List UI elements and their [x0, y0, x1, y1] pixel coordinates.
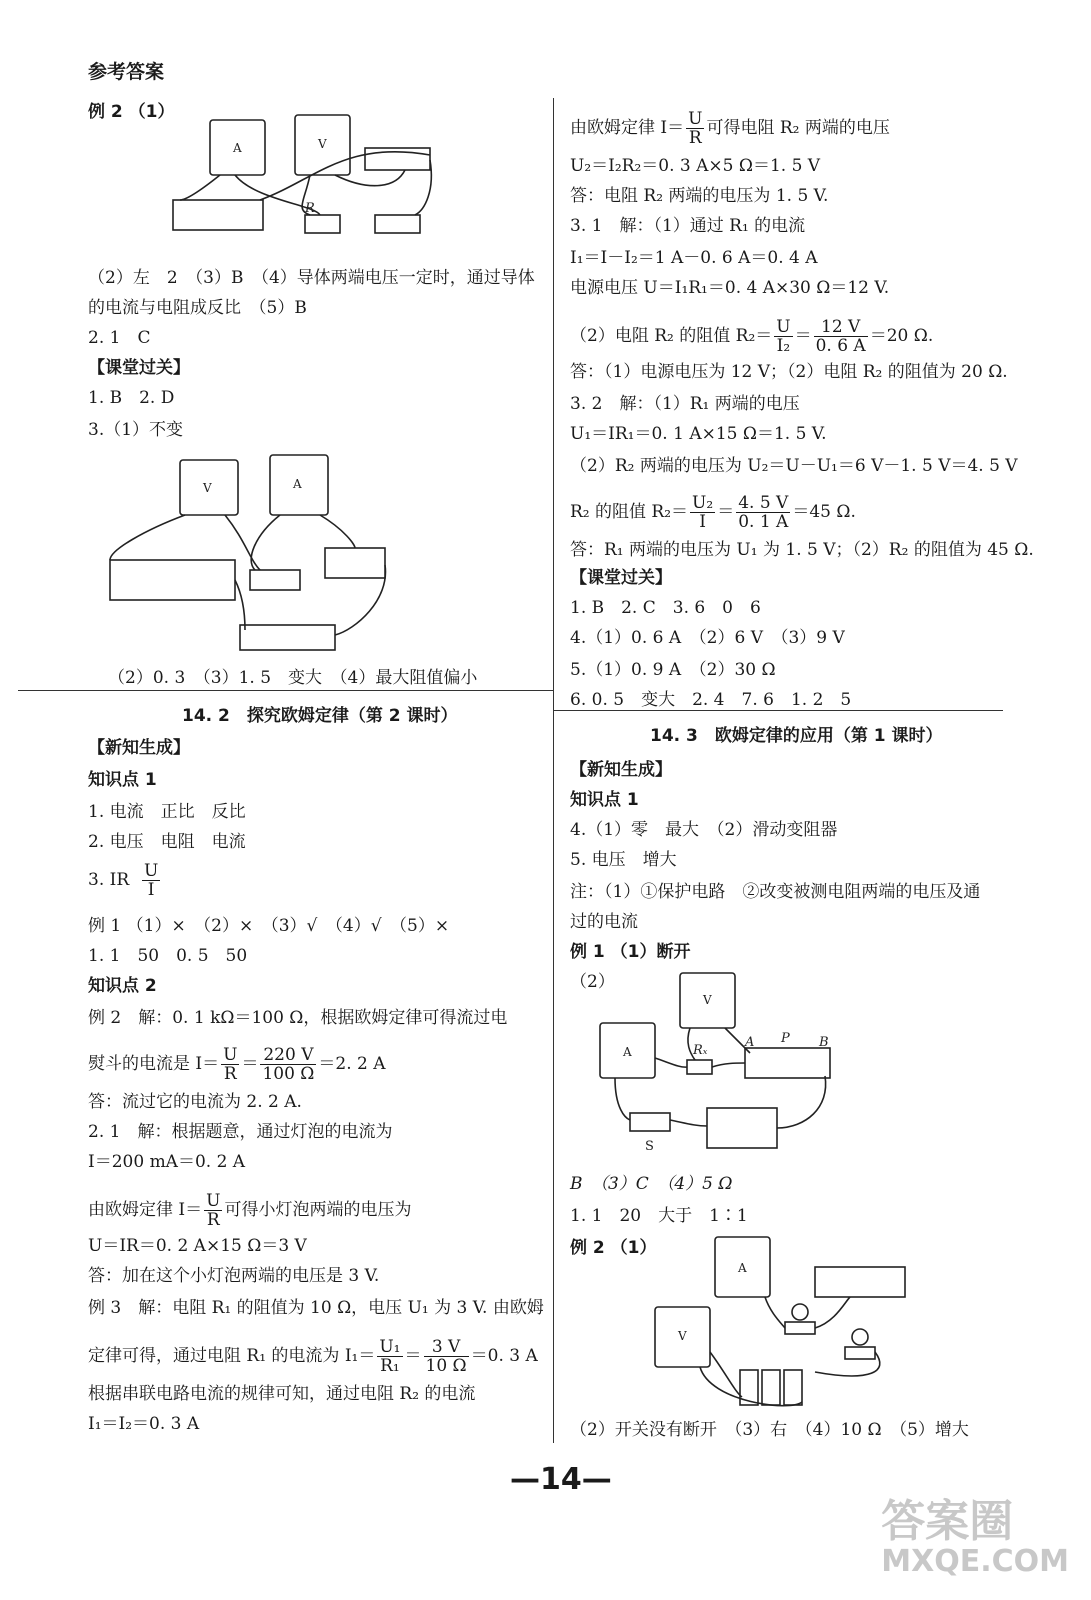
example-2-label: 例 2 （1）	[88, 102, 175, 122]
right-section-new-knowledge: 【新知生成】	[570, 760, 672, 780]
fig3-terminal-a-label: A	[745, 1035, 755, 1050]
fig4-ammeter-label: A	[738, 1261, 747, 1275]
right-line-1: 由欧姆定律 I＝ $\frac{U}{R}$ 可得电阻 R₂ 两端的电压	[570, 109, 890, 148]
fig2-ammeter-label: A	[293, 477, 302, 491]
right-line-22: 5. 电压 增大	[570, 850, 677, 870]
left-line-28: I₁＝I₂＝0. 3 A	[88, 1414, 200, 1434]
left-line-26: 定律可得，通过电阻 R₁ 的电流为 I₁＝ $\frac{\text{U₁}}{\text{R₁}}$ ＝ $\frac{3 V}{10 \Omega}$ ＝0. 3 A	[88, 1337, 538, 1376]
left-line-8: （2）0. 3 （3）1. 5 变大 （4）最大阻值偏小	[108, 668, 478, 688]
right-knowledge-1: 知识点 1	[570, 790, 639, 810]
right-line-9: 3. 2 解：（1）R₁ 两端的电压	[570, 394, 800, 414]
right-section-title: 14. 3 欧姆定律的应用（第 1 课时）	[650, 726, 943, 746]
page-title: 参考答案	[88, 61, 165, 83]
fig1-voltmeter-label: V	[318, 137, 327, 151]
right-line-11: （2）R₂ 两端的电压为 U₂＝U－U₁＝6 V－1. 5 V＝4. 5 V	[570, 456, 1018, 476]
right-line-18: 6. 0. 5 变大 2. 4 7. 6 1. 2 5	[570, 690, 852, 710]
circuit-figure-1	[165, 100, 440, 245]
left-line-22: 由欧姆定律 I＝ $\frac{U}{R}$ 可得小灯泡两端的电压为	[88, 1191, 412, 1230]
column-divider	[553, 98, 554, 1443]
right-line-6: 电源电压 U＝I₁R₁＝0. 4 A×30 Ω＝12 V.	[570, 278, 890, 298]
fig3-switch-label: S	[645, 1139, 654, 1154]
right-line-5: I₁＝I－I₂＝1 A－0. 6 A＝0. 4 A	[570, 248, 818, 268]
right-line-24: 过的电流	[570, 912, 638, 932]
left-section-classroom: 【课堂过关】	[88, 358, 190, 378]
left-line-25: 例 3 解：电阻 R₁ 的阻值为 10 Ω，电压 U₁ 为 3 V. 由欧姆	[88, 1298, 544, 1318]
right-line-8: 答：（1）电源电压为 12 V；（2）电阻 R₂ 的阻值为 20 Ω.	[570, 362, 1008, 382]
left-line-2: （2）左 2 （3）B （4）导体两端电压一定时，通过导体	[88, 268, 535, 288]
left-section-new-knowledge: 【新知生成】	[88, 738, 190, 758]
right-line-3: 答：电阻 R₂ 两端的电压为 1. 5 V.	[570, 186, 829, 206]
right-line-2: U₂＝I₂R₂＝0. 3 A×5 Ω＝1. 5 V	[570, 156, 821, 176]
right-line-13: 答：R₁ 两端的电压为 U₁ 为 1. 5 V；（2）R₂ 的阻值为 45 Ω.	[570, 540, 1034, 560]
circuit-figure-2	[105, 450, 395, 665]
left-line-13: 3. IR $\frac{U}{I}$	[88, 861, 159, 900]
left-line-27: 根据串联电路电流的规律可知，通过电阻 R₂ 的电流	[88, 1384, 476, 1404]
fig3-slider-label: P	[781, 1031, 790, 1046]
right-line-15: 1. B 2. C 3. 6 0 6	[570, 598, 761, 618]
right-line-4: 3. 1 解：（1）通过 R₁ 的电流	[570, 216, 806, 236]
right-line-16: 4.（1）0. 6 A （2）6 V （3）9 V	[570, 628, 845, 648]
left-knowledge-1: 知识点 1	[88, 770, 157, 790]
left-line-19: 答：流过它的电流为 2. 2 A.	[88, 1092, 302, 1112]
left-line-18: 熨斗的电流是 I＝ $\frac{U}{R}$ ＝ $\frac{220 V}{100 \Omega}$ ＝2. 2 A	[88, 1045, 386, 1084]
fig3-terminal-b-label: B	[819, 1035, 829, 1050]
left-line-4: 2. 1 C	[88, 328, 151, 348]
left-line-3: 的电流与电阻成反比 （5）B	[88, 298, 307, 318]
right-line-21: 4.（1）零 最大 （2）滑动变阻器	[570, 820, 838, 840]
right-line-26: （2）	[570, 972, 615, 992]
left-line-12: 2. 电压 电阻 电流	[88, 832, 246, 852]
left-line-24: 答：加在这个小灯泡两端的电压是 3 V.	[88, 1266, 380, 1286]
section-rule-left	[18, 690, 553, 691]
watermark-url: MXQE.COM	[881, 1544, 1069, 1579]
left-line-14: 例 1 （1）× （2）× （3）√ （4）√ （5）×	[88, 916, 450, 936]
fig4-voltmeter-label: V	[678, 1329, 687, 1343]
left-line-20: 2. 1 解：根据题意，通过灯泡的电流为	[88, 1122, 393, 1142]
left-line-21: I＝200 mA＝0. 2 A	[88, 1152, 246, 1172]
left-line-6: 1. B 2. D	[88, 388, 175, 408]
fig2-voltmeter-label: V	[203, 481, 212, 495]
left-line-7: 3.（1）不变	[88, 420, 184, 440]
left-line-23: U＝IR＝0. 2 A×15 Ω＝3 V	[88, 1236, 307, 1256]
watermark-logo-text: 答案圈	[881, 1496, 1014, 1547]
page-number: —14—	[510, 1462, 612, 1497]
fig1-ammeter-label: A	[233, 141, 242, 155]
right-line-27: B （3）C （4）5 Ω	[570, 1174, 733, 1194]
right-line-25: 例 1 （1）断开	[570, 942, 691, 962]
right-line-10: U₁＝IR₁＝0. 1 A×15 Ω＝1. 5 V.	[570, 424, 827, 444]
left-knowledge-2: 知识点 2	[88, 976, 157, 996]
fig3-ammeter-label: A	[623, 1045, 632, 1059]
fig3-voltmeter-label: V	[703, 993, 712, 1007]
fig3-resistor-label: Rₓ	[693, 1043, 708, 1058]
right-line-17: 5.（1）0. 9 A （2）30 Ω	[570, 660, 776, 680]
right-line-23: 注：（1）①保护电路 ②改变被测电阻两端的电压及通	[570, 882, 981, 902]
right-line-30: （2）开关没有断开 （3）右 （4）10 Ω （5）增大	[570, 1420, 969, 1440]
fig1-resistor-label: R	[305, 201, 315, 216]
circuit-figure-3	[595, 968, 840, 1163]
left-line-17: 例 2 解：0. 1 kΩ＝100 Ω，根据欧姆定律可得流过电	[88, 1008, 508, 1028]
left-line-11: 1. 电流 正比 反比	[88, 802, 246, 822]
circuit-figure-4	[650, 1232, 915, 1417]
right-line-29: 例 2 （1）	[570, 1238, 657, 1258]
left-line-15: 1. 1 50 0. 5 50	[88, 946, 248, 966]
right-line-12: R₂ 的阻值 R₂＝ $\frac{\text{U₂}}{I}$ ＝ $\frac{4. 5 V}{0. 1 A}$ ＝45 Ω.	[570, 493, 856, 532]
right-line-7: （2）电阻 R₂ 的阻值 R₂＝ $\frac{U}{\text{I₂}}$ ＝ $\frac{12 V}{0. 6 A}$ ＝20 Ω.	[570, 317, 934, 356]
right-section-classroom: 【课堂过关】	[570, 568, 672, 588]
watermark	[881, 1498, 1069, 1578]
left-section-title: 14. 2 探究欧姆定律（第 2 课时）	[182, 706, 458, 726]
right-line-28: 1. 1 20 大于 1∶1	[570, 1206, 748, 1226]
